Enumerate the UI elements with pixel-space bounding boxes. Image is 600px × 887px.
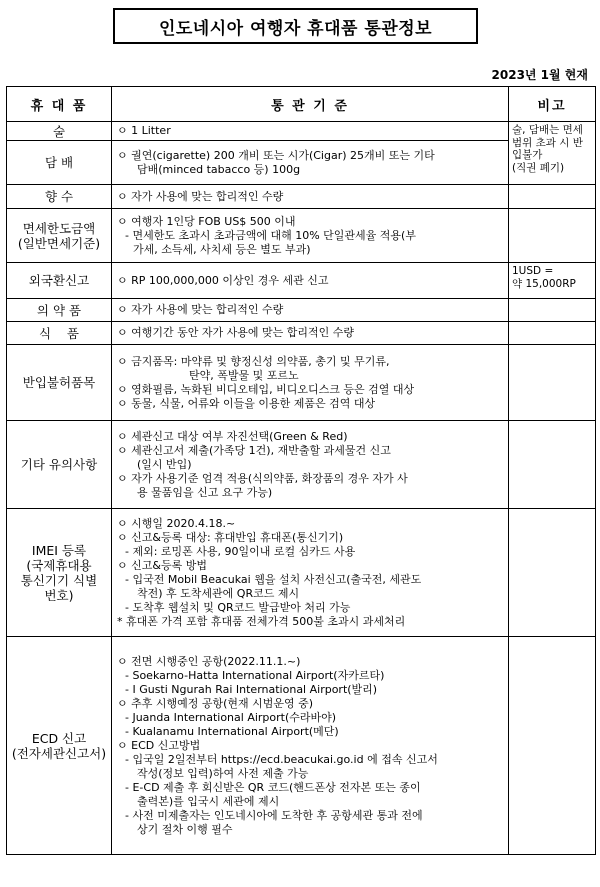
category-cell (7, 322, 112, 345)
criteria-cell (112, 509, 509, 637)
criteria-line: ㅇ 전면 시행중인 공항(2022.11.1.~) (117, 654, 301, 668)
category-label: IMEI 등록 (31, 542, 87, 558)
category-cell (7, 299, 112, 322)
category-cell (7, 209, 112, 263)
note-line: (직권 폐기) (512, 161, 565, 174)
criteria-line: ㅇ 궐연(cigarette) 200 개비 또는 시가(Cigar) 25개비 또는 기타 (117, 148, 435, 162)
table-row (7, 122, 596, 141)
table-row (7, 299, 596, 322)
category-cell (7, 263, 112, 299)
criteria-cell (112, 209, 509, 263)
table-row (7, 141, 596, 185)
criteria-cell (112, 345, 509, 421)
criteria-line: * 휴대폰 가격 포함 휴대품 전체가격 500불 초과시 과세처리 (117, 614, 406, 628)
criteria-line: ㅇ 신고&등록 방법 (117, 558, 207, 572)
criteria-line: 가세, 소득세, 사치세 등은 별도 부과) (133, 242, 311, 256)
criteria-line: ㅇ 신고&등록 대상: 휴대반입 휴대폰(통신기기) (117, 530, 344, 544)
criteria-line: ㅇ 시행일 2020.4.18.~ (117, 516, 236, 530)
category-label: 담 배 (44, 155, 74, 170)
category-label: (국제휴대용 (26, 557, 92, 573)
table-row (7, 209, 596, 263)
criteria-line: - Juanda International Airport(수라바야) (125, 710, 337, 724)
note-line: 1USD = (512, 265, 554, 277)
criteria-cell (112, 185, 509, 209)
note-cell (509, 209, 596, 263)
customs-table (6, 86, 596, 855)
criteria-line: - 면세한도 초과시 초과금액에 대해 10% 단일관세율 적용(부 (125, 228, 416, 242)
category-label: 식 품 (38, 325, 80, 341)
table-row (7, 345, 596, 421)
criteria-line: - E-CD 제출 후 회신받은 QR 코드(핸드폰상 전자본 또는 종이 (125, 780, 421, 794)
criteria-line: 출력본)를 입국시 세관에 제시 (137, 794, 280, 808)
criteria-line: ㅇ 자가 사용기준 엄격 적용(식의약품, 화장품의 경우 자가 사 (117, 471, 408, 485)
table-row (7, 509, 596, 637)
criteria-line: - 입국전 Mobil Beacukai 웹을 설치 사전신고(출국전, 세관도 (125, 572, 422, 586)
criteria-line: ㅇ 금지품목: 마약류 및 향정신성 의약품, 총기 및 무기류, (117, 354, 390, 368)
category-label: 반입불허품목 (22, 375, 96, 390)
category-label: 향 수 (44, 189, 74, 204)
criteria-line: ㅇ ECD 신고방법 (117, 738, 201, 752)
category-label: 기타 유의사항 (20, 457, 98, 472)
page-title: 인도네시아 여행자 휴대품 통관정보 (113, 8, 478, 44)
note-line: 약 15,000RP (512, 277, 576, 290)
category-label: 면세한도금액 (22, 220, 96, 236)
criteria-line: 착전) 후 도착세관에 QR코드 제시 (137, 586, 300, 600)
note-cell (509, 122, 596, 185)
category-label: ECD 신고 (31, 730, 87, 746)
note-cell (509, 421, 596, 509)
as-of-date: 2023년 1월 현재 (491, 68, 588, 82)
criteria-line: - I Gusti Ngurah Rai International Airport(발리) (125, 682, 378, 696)
category-cell (7, 122, 112, 141)
criteria-line: - Kualanamu International Airport(메단) (125, 724, 339, 738)
criteria-cell (112, 322, 509, 345)
criteria-line: ㅇ 1 Litter (117, 124, 171, 137)
criteria-cell (112, 122, 509, 141)
criteria-line: - 사전 미제출자는 인도네시아에 도착한 후 공항세관 통과 전에 (125, 808, 423, 822)
note-line: 술, 담배는 면세범위 초과 시 반입불가 (512, 124, 583, 161)
criteria-line: - 도착후 웹설치 및 QR코드 발급받아 처리 가능 (125, 600, 351, 614)
header-note: 비고 (509, 87, 596, 122)
category-cell (7, 345, 112, 421)
category-label: 번호) (44, 587, 74, 603)
category-cell (7, 185, 112, 209)
table-row (7, 185, 596, 209)
criteria-cell (112, 637, 509, 855)
criteria-line: ㅇ 자가 사용에 맞는 합리적인 수량 (117, 303, 284, 316)
ecd-link-line: - 입국일 2일전부터 https://ecd.beacukai.go.id 에 접속 신고서 (125, 752, 438, 766)
table-row (7, 637, 596, 855)
header-row (7, 87, 596, 122)
note-cell (509, 263, 596, 299)
criteria-line: ㅇ 세관신고서 제출(가족당 1건), 재반출할 과세물건 신고 (117, 443, 391, 457)
criteria-line: ㅇ 여행자 1인당 FOB US$ 500 이내 (117, 214, 296, 228)
table-row (7, 322, 596, 345)
category-label: (일반면세기준) (17, 235, 101, 251)
category-label: 통신기기 식별 (20, 572, 98, 588)
category-label: (전자세관신고서) (11, 745, 107, 761)
category-label: 외국환신고 (28, 273, 90, 288)
note-cell (509, 637, 596, 855)
criteria-line: ㅇ 세관신고 대상 여부 자진선택(Green & Red) (117, 429, 348, 443)
criteria-line: - 제외: 로밍폰 사용, 90일이내 로컬 심카드 사용 (125, 544, 356, 558)
criteria-line: 용 물품임을 신고 요구 가능) (137, 485, 273, 499)
criteria-cell (112, 263, 509, 299)
note-cell (509, 299, 596, 322)
criteria-line: 탄약, 폭발물 및 포르노 (189, 368, 299, 382)
table-row (7, 421, 596, 509)
criteria-cell (112, 141, 509, 185)
criteria-line: (일시 반입) (137, 457, 192, 471)
criteria-line: 상기 절차 이행 필수 (137, 822, 233, 836)
criteria-line: 작성(정보 입력)하여 사전 제출 가능 (137, 766, 309, 780)
criteria-line: ㅇ 추후 시행예정 공항(현재 시범운영 중) (117, 696, 314, 710)
criteria-cell (112, 299, 509, 322)
table-row (7, 263, 596, 299)
note-cell (509, 509, 596, 637)
header-item: 휴 대 품 (7, 87, 112, 122)
note-cell (509, 322, 596, 345)
category-label: 술 (52, 123, 66, 139)
criteria-cell (112, 421, 509, 509)
criteria-line: ㅇ 자가 사용에 맞는 합리적인 수량 (117, 189, 284, 203)
criteria-line: - Soekarno-Hatta International Airport(자카르타) (125, 668, 385, 682)
category-label: 의 약 품 (36, 302, 82, 318)
category-cell (7, 421, 112, 509)
category-cell (7, 141, 112, 185)
criteria-line: ㅇ 여행기간 동안 자가 사용에 맞는 합리적인 수량 (117, 326, 354, 339)
category-cell (7, 509, 112, 637)
category-cell (7, 637, 112, 855)
note-cell (509, 185, 596, 209)
header-criteria: 통 관 기 준 (112, 87, 509, 122)
criteria-line: 담배(minced tabacco 등) 100g (137, 162, 301, 176)
criteria-line: ㅇ 동물, 식물, 어류와 이들을 이용한 제품은 검역 대상 (117, 396, 376, 410)
criteria-line: ㅇ RP 100,000,000 이상인 경우 세관 신고 (117, 273, 329, 287)
note-cell (509, 345, 596, 421)
criteria-line: ㅇ 영화필름, 녹화된 비디오테입, 비디오디스크 등은 검열 대상 (117, 382, 415, 396)
